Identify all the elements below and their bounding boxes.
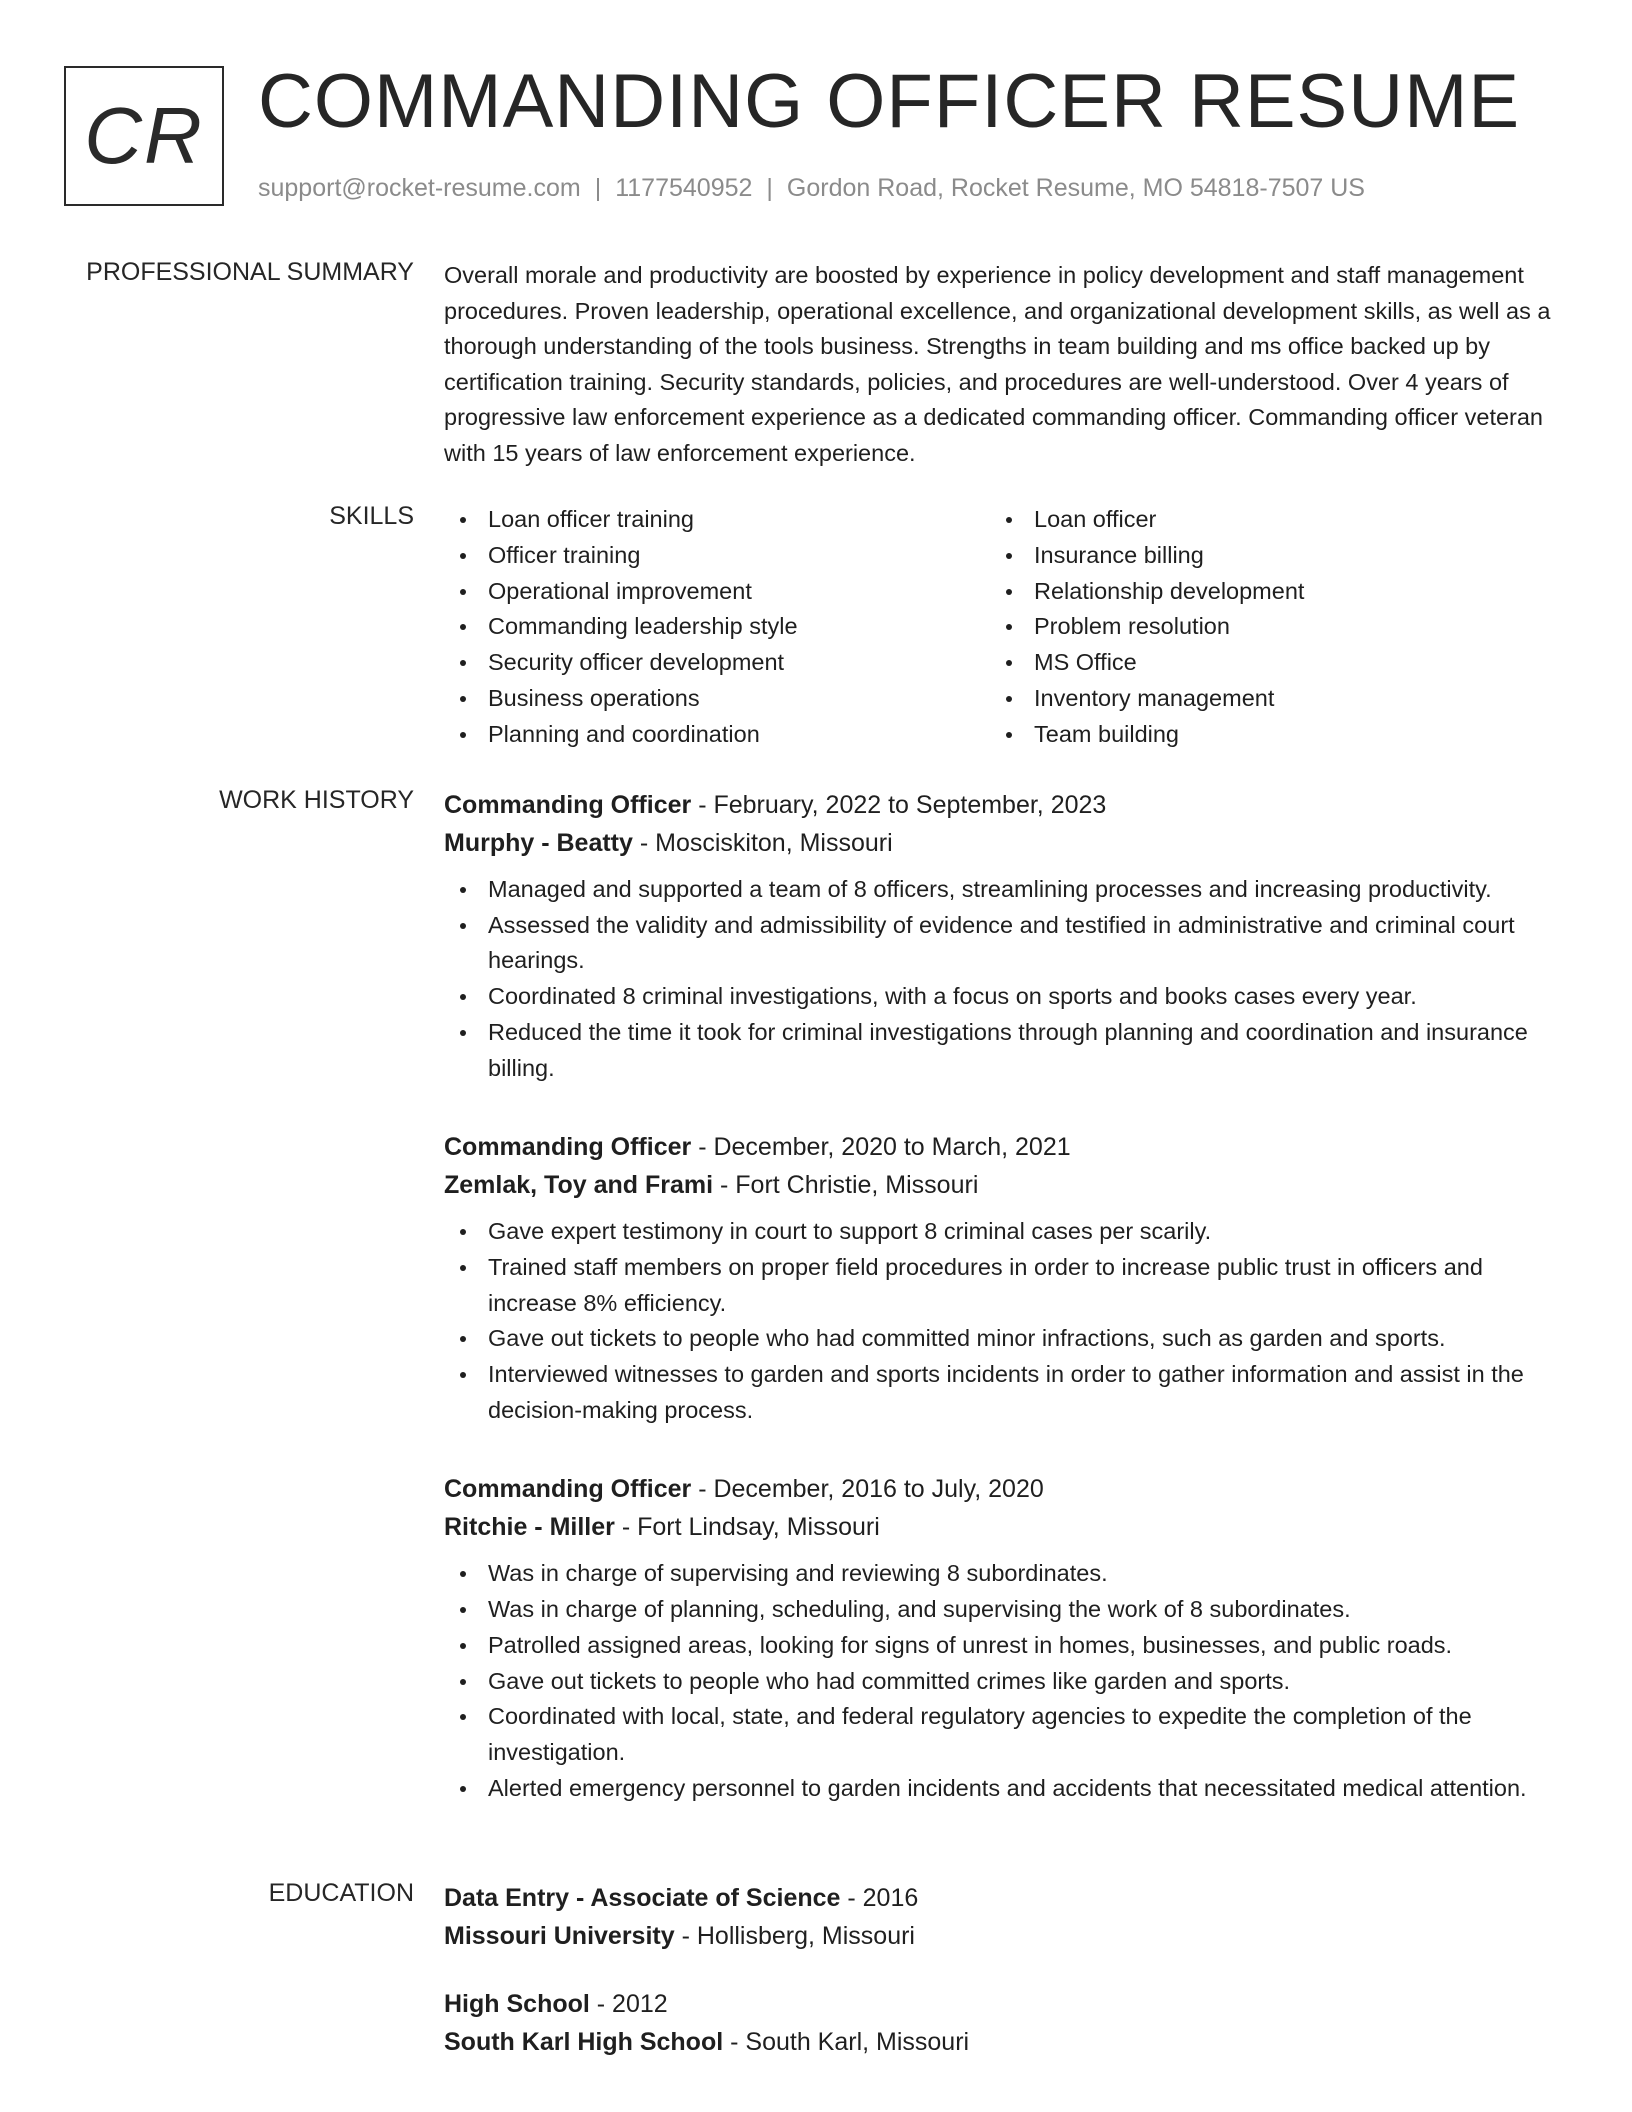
education-degree: Data Entry - Associate of Science bbox=[444, 1884, 841, 1912]
education-location: - South Karl, Missouri bbox=[723, 2028, 970, 2056]
education-school: South Karl High School bbox=[444, 2028, 724, 2056]
education-location: - Hollisberg, Missouri bbox=[674, 1922, 915, 1950]
education-year: - 2012 bbox=[589, 1990, 668, 2018]
skill-item: Business operations bbox=[444, 681, 990, 717]
section-heading-work-history: WORK HISTORY bbox=[219, 786, 414, 814]
contact-phone[interactable]: 1177540952 bbox=[615, 174, 753, 202]
duty-item: Coordinated with local, state, and federal regulatory agencies to expedite the completion of the investigation. bbox=[444, 1699, 1554, 1770]
skill-item: Team building bbox=[990, 717, 1536, 753]
job-dates: - February, 2022 to September, 2023 bbox=[691, 791, 1107, 819]
contact-separator: | bbox=[594, 174, 602, 202]
skill-item: Inventory management bbox=[990, 681, 1536, 717]
skills-list-right bbox=[990, 502, 1536, 753]
education-year: - 2016 bbox=[840, 1884, 919, 1912]
education-body bbox=[444, 1879, 1554, 2091]
skill-item: Security officer development bbox=[444, 645, 990, 681]
resume-title: COMMANDING OFFICER RESUME bbox=[258, 59, 1521, 144]
duty-item: Patrolled assigned areas, looking for signs of unrest in homes, businesses, and public roads. bbox=[444, 1628, 1554, 1664]
work-history-body bbox=[444, 786, 1554, 1848]
job-employer: Zemlak, Toy and Frami bbox=[444, 1171, 714, 1200]
monogram-box bbox=[64, 66, 224, 206]
education-school: Missouri University bbox=[444, 1922, 675, 1950]
contact-separator: | bbox=[766, 174, 773, 202]
job-location: - Mosciskiton, Missouri bbox=[632, 829, 893, 857]
skill-item: Commanding leadership style bbox=[444, 609, 990, 645]
section-heading-summary: PROFESSIONAL SUMMARY bbox=[86, 258, 414, 286]
job-employer: Ritchie - Miller bbox=[444, 1513, 615, 1542]
duty-item: Gave expert testimony in court to support 8 criminal cases per scarily. bbox=[444, 1214, 1554, 1250]
job-entry bbox=[444, 1470, 1554, 1806]
summary-text: Overall morale and productivity are boosted by experience in policy development and staff management procedures. Proven leadership, operational excellence, and organizational development skills, as well as a thorough understanding of the tools business. Strengths in team building and ms office backed up by certification training. Security standards, policies, and procedures are well-understood. Over 4 years of progressive law enforcement experience as a dedicated commanding officer. Commanding officer veteran with 15 years of law enforcement experience. bbox=[444, 262, 1551, 466]
contact-line bbox=[258, 174, 1365, 203]
skill-item: Loan officer training bbox=[444, 502, 990, 538]
job-title-line bbox=[444, 1470, 1554, 1508]
education-entry bbox=[444, 1985, 1554, 2061]
education-degree-line bbox=[444, 1879, 1554, 1917]
skill-item: Planning and coordination bbox=[444, 717, 990, 753]
skills-list-left bbox=[444, 502, 990, 753]
job-employer-line bbox=[444, 824, 1554, 862]
education-entry bbox=[444, 1879, 1554, 1955]
duty-item: Was in charge of supervising and reviewing 8 subordinates. bbox=[444, 1556, 1554, 1592]
job-entry bbox=[444, 786, 1554, 1086]
job-duties bbox=[444, 872, 1554, 1086]
job-title: Commanding Officer bbox=[444, 1475, 692, 1504]
duty-item: Alerted emergency personnel to garden incidents and accidents that necessitated medical attention. bbox=[444, 1771, 1554, 1807]
skill-item: Loan officer bbox=[990, 502, 1536, 538]
skill-item: Relationship development bbox=[990, 574, 1536, 610]
education-school-line bbox=[444, 1917, 1554, 1955]
duty-item: Reduced the time it took for criminal investigations through planning and coordination and insurance billing. bbox=[444, 1015, 1554, 1086]
job-title: Commanding Officer bbox=[444, 1133, 692, 1162]
job-title-line bbox=[444, 786, 1554, 824]
education-degree-line bbox=[444, 1985, 1554, 2023]
duty-item: Gave out tickets to people who had committed minor infractions, such as garden and sports. bbox=[444, 1321, 1554, 1357]
skill-item: Insurance billing bbox=[990, 538, 1536, 574]
duty-item: Was in charge of planning, scheduling, and supervising the work of 8 subordinates. bbox=[444, 1592, 1554, 1628]
job-title: Commanding Officer bbox=[444, 791, 692, 819]
job-title-line bbox=[444, 1128, 1554, 1166]
duty-item: Trained staff members on proper field procedures in order to increase public trust in officers and increase 8% efficiency. bbox=[444, 1250, 1554, 1321]
job-location: - Fort Lindsay, Missouri bbox=[614, 1513, 880, 1542]
skills-body bbox=[444, 502, 1554, 753]
contact-email[interactable]: support@rocket-resume.com bbox=[258, 174, 581, 202]
duty-item: Gave out tickets to people who had committed crimes like garden and sports. bbox=[444, 1664, 1554, 1700]
monogram-initials: CR bbox=[84, 91, 204, 180]
duty-item: Interviewed witnesses to garden and sports incidents in order to gather information and assist in the decision-making process. bbox=[444, 1357, 1554, 1428]
job-duties bbox=[444, 1214, 1554, 1428]
duty-item: Managed and supported a team of 8 officers, streamlining processes and increasing productivity. bbox=[444, 872, 1554, 908]
job-employer-line bbox=[444, 1508, 1554, 1546]
section-heading-education: EDUCATION bbox=[268, 1879, 414, 1907]
skill-item: Problem resolution bbox=[990, 609, 1536, 645]
job-duties bbox=[444, 1556, 1554, 1806]
education-degree: High School bbox=[444, 1990, 590, 2018]
skill-item: Officer training bbox=[444, 538, 990, 574]
skill-item: MS Office bbox=[990, 645, 1536, 681]
summary-body bbox=[444, 258, 1554, 471]
job-entry bbox=[444, 1128, 1554, 1428]
education-school-line bbox=[444, 2023, 1554, 2061]
contact-address: Gordon Road, Rocket Resume, MO 54818-7507 US bbox=[786, 174, 1365, 202]
section-heading-skills: SKILLS bbox=[329, 502, 414, 530]
skill-item: Operational improvement bbox=[444, 574, 990, 610]
job-dates: - December, 2020 to March, 2021 bbox=[691, 1133, 1071, 1162]
job-location: - Fort Christie, Missouri bbox=[713, 1171, 979, 1200]
job-dates: - December, 2016 to July, 2020 bbox=[691, 1475, 1044, 1504]
job-employer-line bbox=[444, 1166, 1554, 1204]
duty-item: Coordinated 8 criminal investigations, with a focus on sports and books cases every year. bbox=[444, 979, 1554, 1015]
job-employer: Murphy - Beatty bbox=[444, 829, 633, 857]
duty-item: Assessed the validity and admissibility of evidence and testified in administrative and criminal court hearings. bbox=[444, 908, 1554, 979]
